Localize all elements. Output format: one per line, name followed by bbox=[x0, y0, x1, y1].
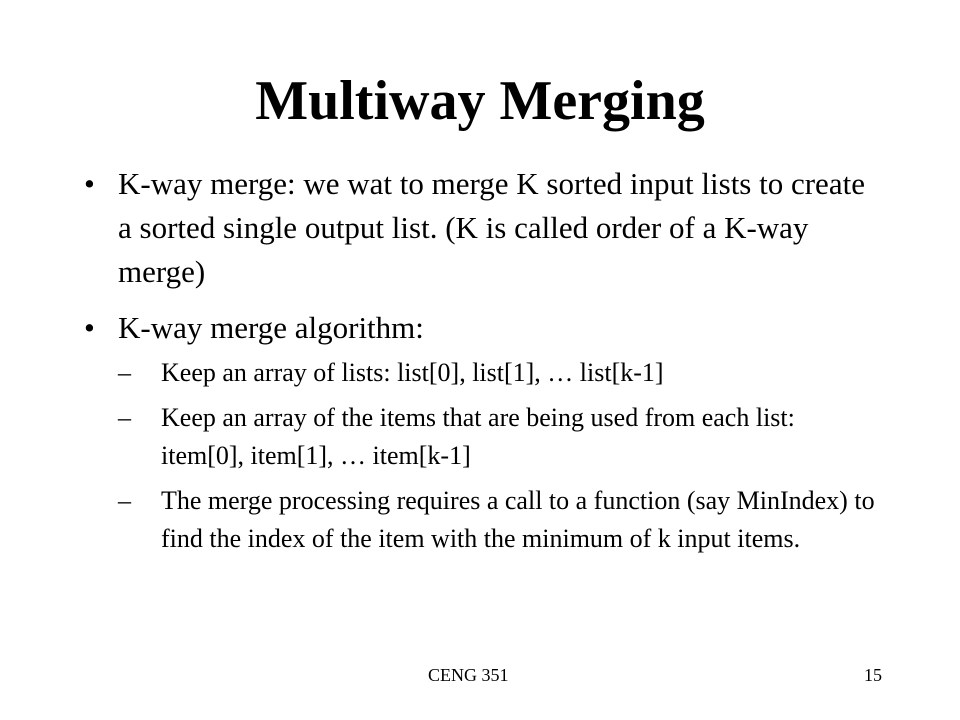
sub-bullet-item bbox=[118, 482, 880, 558]
dash-marker: – bbox=[118, 358, 131, 387]
slide-title: Multiway Merging bbox=[255, 70, 705, 132]
footer-course: CENG 351 bbox=[428, 665, 509, 685]
sub-bullet-list bbox=[118, 354, 880, 558]
bullet-text: K-way merge: we wat to merge K sorted input lists to create a sorted single output list. (K is called order of a K-way merge) bbox=[118, 166, 865, 289]
sub-bullet-text: Keep an array of the items that are being used from each list: item[0], item[1], … item[k-1] bbox=[161, 403, 795, 470]
sub-bullet-text: Keep an array of lists: list[0], list[1], … list[k-1] bbox=[161, 358, 664, 387]
bullet-marker: • bbox=[84, 310, 95, 345]
bullet-item bbox=[80, 162, 880, 294]
bullet-item bbox=[80, 306, 880, 558]
sub-bullet-text: The merge processing requires a call to a function (say MinIndex) to find the index of the item with the minimum of k input items. bbox=[161, 486, 875, 553]
dash-marker: – bbox=[118, 403, 131, 432]
bullet-marker: • bbox=[84, 166, 95, 201]
sub-bullet-item bbox=[118, 354, 880, 392]
sub-bullet-item bbox=[118, 399, 880, 475]
dash-marker: – bbox=[118, 486, 131, 515]
footer-page-number: 15 bbox=[864, 665, 882, 685]
bullet-text: K-way merge algorithm: bbox=[118, 310, 424, 345]
bullet-list bbox=[80, 162, 880, 570]
